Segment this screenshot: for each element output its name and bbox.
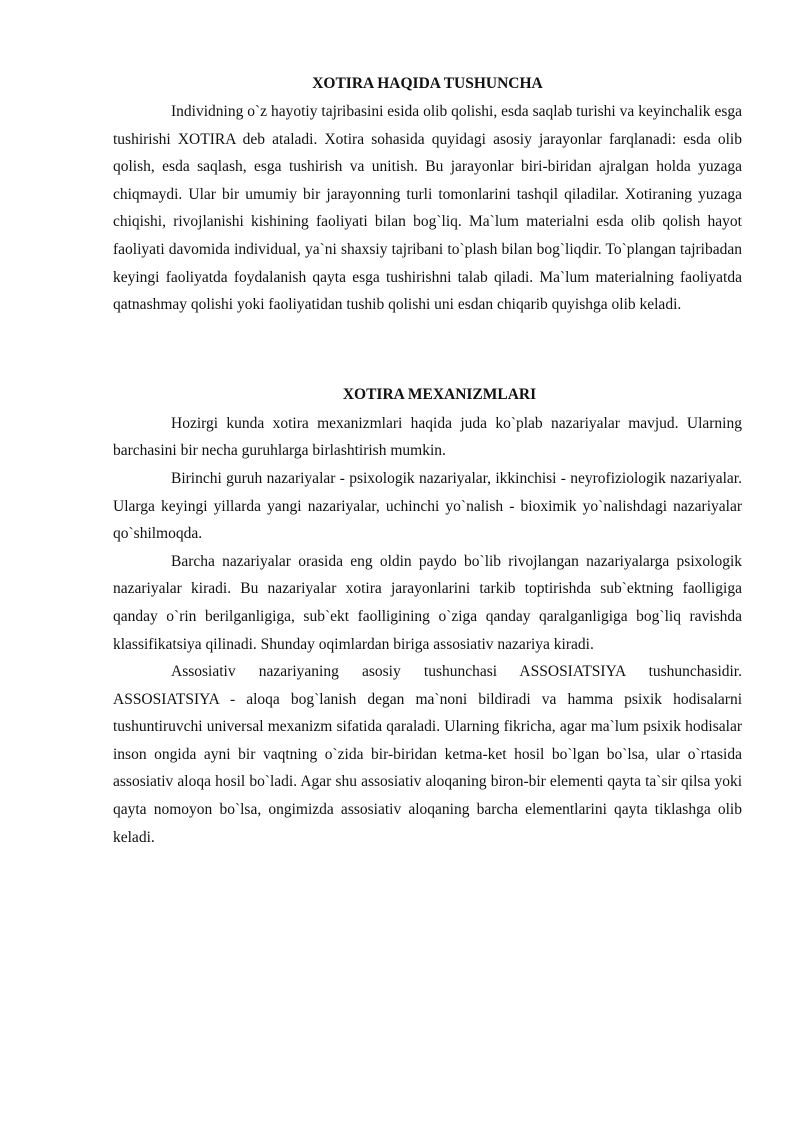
paragraph-theory-groups: Birinchi guruh nazariyalar - psixologik nazariyalar, ikkinchisi - neyrofiziologik nazariyalar. Ularga keyingi yillarda yangi nazariyalar, uchinchi yo`nalish - bioximik yo`nalishdagi nazariyalar qo`shilmoqda. <box>113 469 742 543</box>
paragraph-associative-theory: Assosiativ nazariyaning asosiy tushunchasi ASSOSIATSIYA tushunchasidir. ASSOSIATSIYA - aloqa bog`lanish degan ma`noni bildiradi va hamma psixik hodisalarni tushuntiruvchi universal mexanizm sifatida qaraladi. Ularning fikricha, agar ma`lum psixik hodisalar inson ongida ayni bir vaqtning o`zida bir-biridan ketma-ket hosil bo`lgan bo`lsa, ular o`rtasida assosiativ aloqa hosil bo`ladi. Agar shu assosiativ aloqaning biron-bir elementi qayta ta`sir qilsa yoki qayta nomoyon bo`lsa, ongimizda assosiativ aloqaning barcha elementlarini qayta tiklashga olib keladi. <box>113 663 742 846</box>
document-page <box>113 74 742 851</box>
paragraph-psychological-theories: Barcha nazariyalar orasida eng oldin paydo bo`lib rivojlangan nazariyalarga psixologik nazariyalar kiradi. Bu nazariyalar xotira jarayonlarini tarkib toptirishda sub`ektning faolligiga qanday o`rin berilganligiga, sub`ekt faolligining o`ziga qanday qaralganligiga bog`liq ravishda klassifikatsiya qilinadi. Shunday oqimlardan biriga assosiativ nazariya kiradi. <box>113 552 742 653</box>
paragraph-definition: Individning o`z hayotiy tajribasini esida olib qolishi, esda saqlab turishi va keyinchalik esga tushirishi XOTIRA deb ataladi. Xotira sohasida quyidagi asosiy jarayonlar farqlanadi: esda olib qolish, esda saqlash, esga tushirish va unitish. Bu jarayonlar biri-biridan ajralgan holda yuzaga chiqmaydi. Ular bir umumiy bir jarayonning turli tomonlarini tashqil qiladilar. Xotiraning yuzaga chiqishi, rivojlanishi kishining faoliyati bilan bog`liq. Ma`lum materialni esda olib qolish hayot faoliyati davomida individual, ya`ni shaxsiy tajribani to`plash bilan bog`liqdir. To`plangan tajribadan keyingi faoliyatda foydalanish qayta esga tushirishni talab qiladi. Ma`lum materialning faoliyatda qatnashmay qolishi yoki faoliyatidan tushib qolishi uni esdan chiqarib quyishga olib keladi. <box>113 103 742 314</box>
section-title-xotira-haqida: XOTIRA HAQIDA TUSHUNCHA <box>312 75 543 92</box>
section-title-xotira-mexanizmlari: XOTIRA MEXANIZMLARI <box>342 385 537 403</box>
paragraph-theories-intro: Hozirgi kunda xotira mexanizmlari haqida juda ko`plab nazariyalar mavjud. Ularning barchasini bir necha guruhlarga birlashtirish mumkin. <box>113 414 742 460</box>
